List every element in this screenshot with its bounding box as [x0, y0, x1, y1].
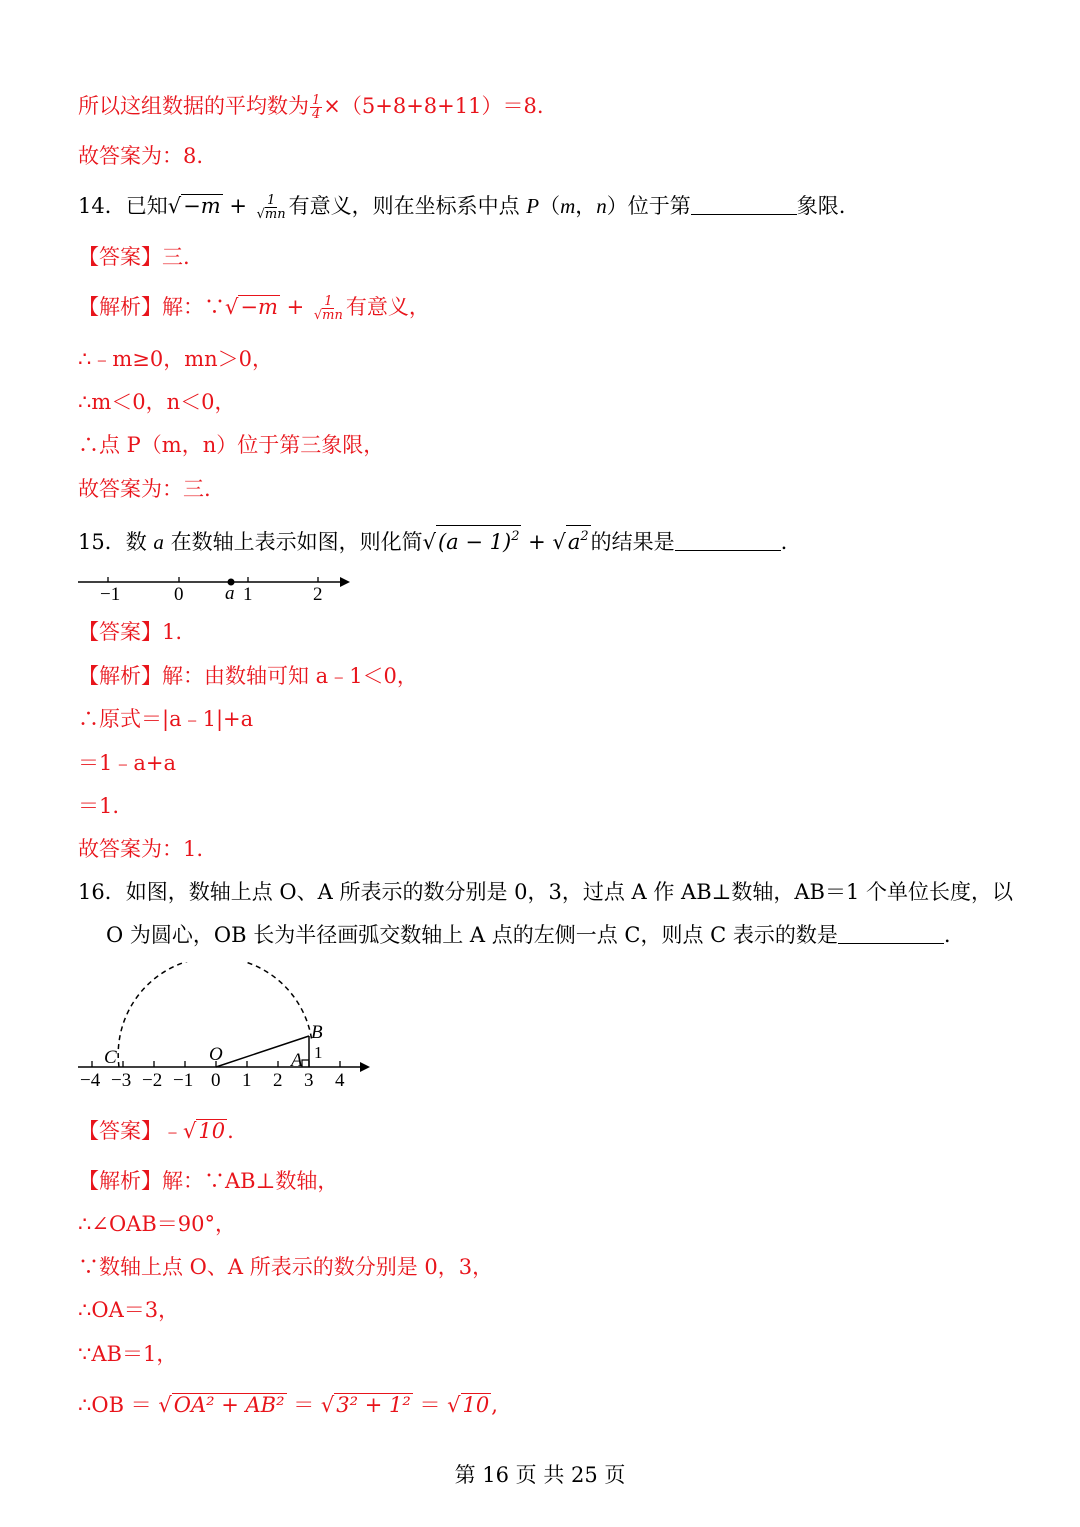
- tick-label: −4: [80, 1070, 101, 1091]
- solution-15-l2: ∴原式＝|a﹣1|+a: [78, 707, 254, 731]
- sup: 2: [580, 529, 589, 544]
- var: P: [526, 194, 540, 218]
- tick-label: −1: [100, 584, 121, 605]
- sqrt-expr: [436, 525, 522, 553]
- answer-blank: [838, 923, 944, 944]
- ab-length-label: 1: [314, 1043, 323, 1062]
- text: ）位于第: [606, 194, 691, 218]
- question-16-l2: [106, 920, 951, 950]
- sqrt-expr: OA² + AB²: [173, 1393, 285, 1417]
- fraction: [255, 194, 288, 221]
- sqrt-expr: 10: [198, 1119, 226, 1143]
- tick-label: a: [225, 583, 235, 604]
- solution-14-l2: ∴﹣m≥0，mn＞0，: [78, 347, 274, 371]
- frac-den: 4: [312, 107, 321, 122]
- frac-den: √mn: [313, 308, 343, 323]
- text: 15．数: [78, 530, 154, 554]
- solution-16-l6: ∴OB ＝ √OA² + AB² ＝ √3² + 1² ＝ √10,: [78, 1393, 498, 1417]
- frac-den: √mn: [256, 207, 286, 222]
- tick-label: 0: [211, 1070, 221, 1091]
- text: 象限.: [796, 194, 846, 218]
- text: 14．已知: [78, 194, 168, 218]
- sqrt-expr: 10: [462, 1393, 490, 1417]
- point-label-b: B: [311, 1022, 323, 1043]
- tick-label: 1: [242, 1070, 252, 1091]
- question-15: 15．数 a 在数轴上表示如图，则化简$√(a - 1)^2 + √a^2$的结果是 .: [78, 525, 787, 557]
- sqrt-expr: −m: [240, 295, 278, 319]
- text: 【解析】解：∵: [78, 295, 225, 319]
- text: ，: [575, 194, 597, 218]
- fraction: [312, 295, 345, 322]
- solution-14-l4: ∴点 P（m，n）位于第三象限，: [78, 433, 385, 457]
- answer-15: 【答案】1.: [78, 620, 183, 644]
- text: +: [279, 295, 311, 319]
- answer-blank: [691, 194, 797, 215]
- point-label-o: O: [209, 1044, 223, 1065]
- answer-14: 【答案】三.: [78, 245, 190, 269]
- sqrt-body: (a − 1): [437, 530, 512, 554]
- text: 的结果是: [590, 530, 675, 554]
- text: ×（5+8+8+11）＝8.: [323, 94, 544, 118]
- text: .: [780, 530, 788, 554]
- sqrt-expr: [566, 525, 591, 553]
- text: .: [227, 1119, 234, 1143]
- right-angle-mark: [302, 1060, 309, 1067]
- solution-16-l5: ∵AB＝1，: [78, 1342, 178, 1366]
- text: 所以这组数据的平均数为: [78, 94, 309, 118]
- solution-16-l4: ∴OA＝3，: [78, 1298, 180, 1322]
- number-line-figure-15: [74, 570, 364, 606]
- frac-num: 1: [324, 294, 333, 309]
- text: ＝: [412, 1393, 448, 1417]
- solution-15-l1: 【解析】解：由数轴可知 a﹣1＜0，: [78, 664, 418, 688]
- tick-label: −3: [111, 1070, 132, 1091]
- text: ∴OB ＝: [78, 1393, 159, 1417]
- point-label-c: C: [104, 1047, 117, 1068]
- frac-num: 1: [312, 93, 321, 108]
- text: +: [222, 194, 254, 218]
- tick-label: −1: [173, 1070, 194, 1091]
- point-label-a: A: [291, 1050, 303, 1071]
- solution-15-l4: ＝1.: [78, 794, 120, 818]
- answer-line: 故答案为：8.: [78, 144, 204, 168]
- sqrt-expr: 3² + 1²: [336, 1393, 411, 1417]
- tick-label: 2: [313, 584, 323, 605]
- tick-label: 2: [273, 1070, 283, 1091]
- avg-line: [78, 91, 544, 121]
- text: +: [521, 530, 553, 554]
- text: .: [943, 923, 951, 947]
- tick-label: 0: [174, 584, 184, 605]
- question-14: 14．已知√−m + $\frac{1}{√mn}$ 有意义，则在坐标系中点 P（m，n）位于第 象限.: [78, 193, 846, 222]
- sup: 2: [511, 529, 520, 544]
- var: a: [153, 530, 164, 554]
- solution-16-l3: ∵数轴上点 O、A 所表示的数分别是 0，3，: [78, 1255, 494, 1279]
- solution-14-l3: ∴m＜0，n＜0，: [78, 390, 236, 414]
- solution-16-l2: ∴∠OAB＝90°，: [78, 1212, 236, 1236]
- text: ,: [491, 1393, 498, 1417]
- var: n: [596, 194, 607, 218]
- tick-label: −2: [142, 1070, 163, 1091]
- tick-label: 3: [304, 1070, 314, 1091]
- fraction: [310, 94, 322, 121]
- solution-16-l1: 【解析】解：∵AB⊥数轴，: [78, 1169, 339, 1193]
- sqrt-body: a: [567, 530, 581, 554]
- answer-16: 【答案】﹣√10.: [78, 1119, 234, 1143]
- page-footer: 第 16 页 共 25 页: [454, 1463, 626, 1487]
- frac-num: 1: [266, 193, 276, 208]
- tick-label: 4: [335, 1070, 345, 1091]
- text: 有意义，则在坐标系中点: [288, 194, 527, 218]
- text: 有意义，: [345, 295, 430, 319]
- text: ＝: [286, 1393, 321, 1417]
- sqrt-expr: −m: [183, 194, 221, 218]
- text: 【答案】﹣: [78, 1119, 183, 1143]
- question-16-l1: 16．如图，数轴上点 O、A 所表示的数分别是 0，3，过点 A 作 AB⊥数轴，AB＝1 个单位长度，以: [78, 880, 1014, 904]
- var: m: [560, 194, 576, 218]
- tick-label: 1: [243, 584, 253, 605]
- arc-figure-16: [74, 962, 384, 1092]
- solution-15-l3: ＝1﹣a+a: [78, 751, 176, 775]
- solution-14-l1: 【解析】解：∵√−m + $\frac{1}{√mn}$ 有意义，: [78, 294, 430, 323]
- solution-14-l5: 故答案为：三.: [78, 477, 211, 501]
- text: （: [539, 194, 561, 218]
- text: 在数轴上表示如图，则化简: [163, 530, 423, 554]
- solution-15-l5: 故答案为：1.: [78, 837, 204, 861]
- text: O 为圆心，OB 长为半径画弧交数轴上 A 点的左侧一点 C，则点 C 表示的数是: [106, 923, 838, 947]
- answer-blank: [675, 530, 781, 551]
